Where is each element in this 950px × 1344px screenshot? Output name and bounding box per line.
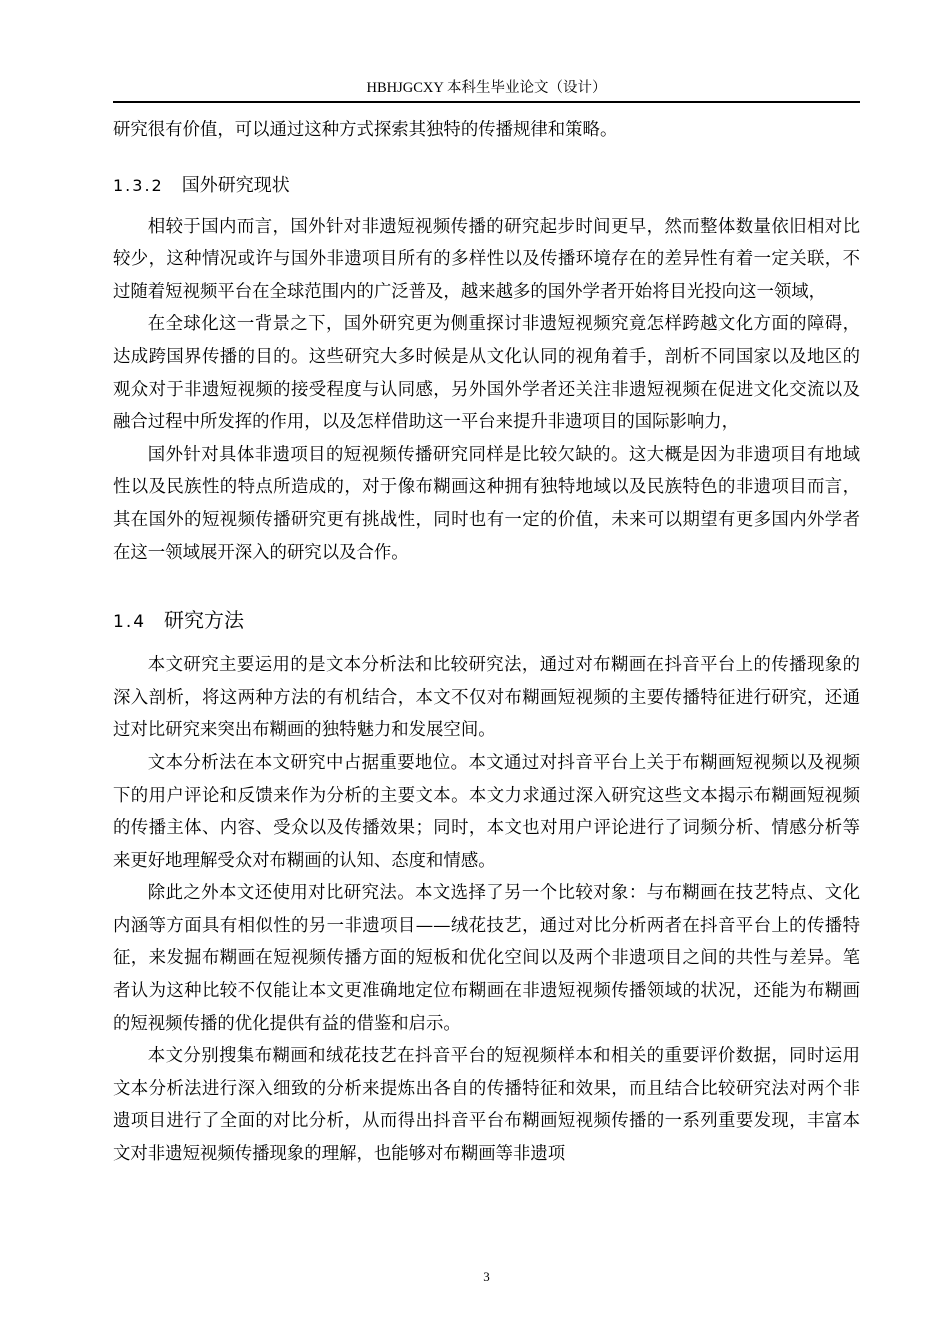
section-title: 国外研究现状 bbox=[181, 174, 290, 196]
paragraph-continued: 研究很有价值，可以通过这种方式探索其独特的传播规律和策略。 bbox=[113, 120, 618, 140]
paragraph: 国外针对具体非遗项目的短视频传播研究同样是比较欠缺的。这大概是因为非遗项目有地域性以及民族性的特点所造成的，对于像布糊画这种拥有独特地域以及民族特色的非遗项目而言，其在国外的短视频传播研究更有挑战性，同时也有一定的价值，未来可以期望有更多国内外学者在这一领域展开深入的研究以及合作。 bbox=[113, 444, 860, 563]
section-heading-1-4 bbox=[113, 601, 860, 641]
header-divider bbox=[113, 101, 860, 103]
paragraph: 相较于国内而言，国外针对非遗短视频传播的研究起步时间更早，然而整体数量依旧相对比较少，这种情况或许与国外非遗项目所有的多样性以及传播环境存在的差异性有着一定关联，不过随着短视频平台在全球范围内的广泛普及，越来越多的国外学者开始将目光投向这一领域， bbox=[113, 216, 860, 302]
section-number: 1.4 bbox=[113, 612, 147, 633]
paragraph: 在全球化这一背景之下，国外研究更为侧重探讨非遗短视频究竟怎样跨越文化方面的障碍，达成跨国界传播的目的。这些研究大多时候是从文化认同的视角着手，剖析不同国家以及地区的观众对于非遗短视频的接受程度与认同感，另外国外学者还关注非遗短视频在促进文化交流以及融合过程中所发挥的作用，以及怎样借助这一平台来提升非遗项目的国际影响力， bbox=[113, 314, 860, 433]
paragraph: 本文研究主要运用的是文本分析法和比较研究法，通过对布糊画在抖音平台上的传播现象的深入剖析，将这两种方法的有机结合，本文不仅对布糊画短视频的主要传播特征进行研究，还通过对比研究来突出布糊画的独特魅力和发展空间。 bbox=[113, 655, 860, 741]
section-heading-1-3-2 bbox=[113, 169, 860, 203]
paragraph: 文本分析法在本文研究中占据重要地位。本文通过对抖音平台上关于布糊画短视频以及视频下的用户评论和反馈来作为分析的主要文本。本文力求通过深入研究这些文本揭示布糊画短视频的传播主体、内容、受众以及传播效果；同时，本文也对用户评论进行了词频分析、情感分析等来更好地理解受众对布糊画的认知、态度和情感。 bbox=[113, 752, 860, 871]
running-header: HBHJGCXY 本科生毕业论文（设计） bbox=[366, 80, 607, 96]
paragraph: 除此之外本文还使用对比研究法。本文选择了另一个比较对象：与布糊画在技艺特点、文化内涵等方面具有相似性的另一非遗项目——绒花技艺，通过对比分析两者在抖音平台上的传播特征，来发掘布糊画在短视频传播方面的短板和优化空间以及两个非遗项目之间的共性与差异。笔者认为这种比较不仅能让本文更准确地定位布糊画在非遗短视频传播领域的状况，还能为布糊画的短视频传播的优化提供有益的借鉴和启示。 bbox=[113, 883, 860, 1034]
section-title: 研究方法 bbox=[164, 608, 245, 633]
document-body bbox=[113, 114, 860, 1171]
section-number: 1.3.2 bbox=[113, 175, 164, 195]
paragraph: 本文分别搜集布糊画和绒花技艺在抖音平台的短视频样本和相关的重要评价数据，同时运用文本分析法进行深入细致的分析来提炼出各自的传播特征和效果，而且结合比较研究法对两个非遗项目进行了全面的对比分析，从而得出抖音平台布糊画短视频传播的一系列重要发现，丰富本文对非遗短视频传播现象的理解，也能够对布糊画等非遗项 bbox=[113, 1046, 860, 1165]
page-number: 3 bbox=[483, 1269, 490, 1284]
